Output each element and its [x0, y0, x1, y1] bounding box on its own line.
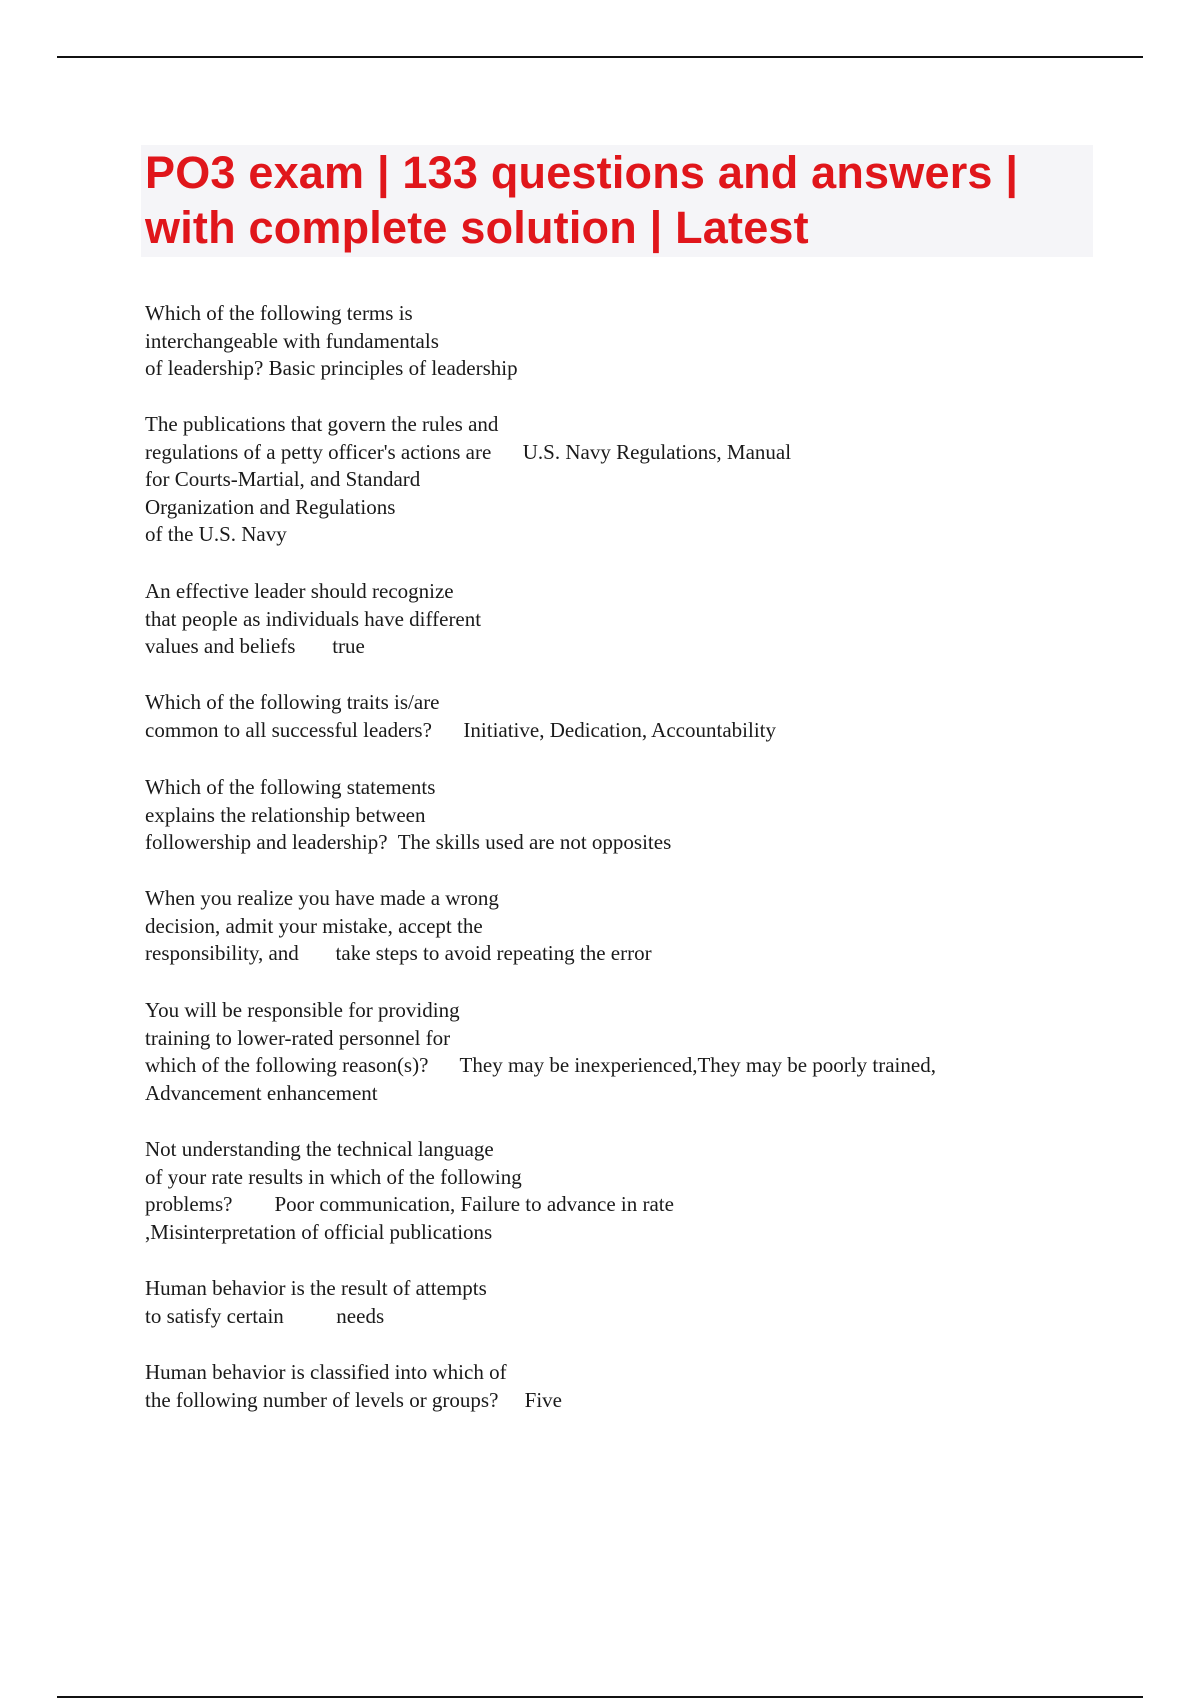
question-line: to satisfy certain	[145, 1303, 284, 1328]
question-line: You will be responsible for providing	[145, 998, 460, 1022]
question-line: training to lower-rated personnel for	[145, 1025, 451, 1050]
question-line: regulations of a petty officer's actions are	[145, 439, 492, 464]
question-line: explains the relationship between	[145, 802, 426, 827]
bottom-rule	[57, 1696, 1143, 1698]
answer-line: Poor communication, Failure to advance in rate	[274, 1192, 674, 1216]
qa-item-9	[145, 1275, 487, 1330]
title-banner	[141, 145, 1093, 257]
question-line: Which of the following terms is	[145, 301, 413, 325]
question-line: Human behavior is the result of attempts	[145, 1276, 487, 1300]
answer-line: U.S. Navy Regulations, Manual	[522, 439, 792, 464]
question-line: which of the following reason(s)?	[145, 1053, 429, 1077]
answer-line: Initiative, Dedication, Accountability	[463, 717, 776, 742]
question-line: responsibility, and	[145, 941, 299, 965]
question-line: decision, admit your mistake, accept the	[145, 913, 483, 938]
answer-line: take steps to avoid repeating the error	[335, 941, 652, 965]
question-line: Not understanding the technical language	[145, 1137, 494, 1161]
question-line: problems?	[145, 1192, 233, 1216]
answer-line: Organization and Regulations	[145, 494, 396, 519]
answer-line: The skills used are not opposites	[397, 830, 672, 854]
answer-line: needs	[336, 1303, 385, 1328]
question-line: Human behavior is classified into which of	[145, 1360, 507, 1384]
answer-line: Advancement enhancement	[145, 1080, 378, 1105]
qa-item-4	[145, 689, 776, 744]
answer-line: They may be inexperienced,They may be poorly trained,	[459, 1053, 936, 1077]
qa-item-8	[145, 1136, 674, 1246]
qa-item-1	[145, 300, 518, 383]
question-line: that people as individuals have different	[145, 606, 482, 631]
answer-line: for Courts-Martial, and Standard	[145, 467, 421, 491]
qa-item-3	[145, 578, 481, 661]
document-title	[145, 145, 1093, 255]
question-line: the following number of levels or groups?	[145, 1387, 499, 1412]
qa-item-7	[145, 997, 936, 1107]
question-line: An effective leader should recognize	[145, 579, 454, 603]
top-rule	[57, 56, 1143, 58]
question-line: When you realize you have made a wrong	[145, 886, 499, 910]
title-line-1: PO3 exam | 133 questions and answers |	[145, 147, 1019, 198]
answer-line: ,Misinterpretation of official publications	[145, 1219, 493, 1244]
qa-item-2	[145, 411, 791, 549]
question-line: Which of the following traits is/are	[145, 690, 440, 714]
question-line: followership and leadership?	[145, 830, 388, 854]
title-line-2: with complete solution | Latest	[145, 202, 809, 253]
question-line: values and beliefs	[145, 634, 296, 658]
qa-item-6	[145, 885, 652, 968]
question-line: of leadership?	[145, 356, 264, 380]
answer-line: of the U.S. Navy	[145, 522, 287, 546]
answer-line: true	[332, 634, 365, 658]
question-line: The publications that govern the rules and	[145, 412, 499, 436]
question-line: common to all successful leaders?	[145, 717, 432, 742]
question-line: of your rate results in which of the following	[145, 1164, 522, 1189]
qa-item-5	[145, 774, 671, 857]
answer-line: Basic principles of leadership	[268, 356, 518, 380]
question-line: Which of the following statements	[145, 775, 436, 799]
qa-item-10	[145, 1359, 562, 1414]
answer-line: Five	[524, 1387, 563, 1412]
question-line: interchangeable with fundamentals	[145, 328, 439, 353]
